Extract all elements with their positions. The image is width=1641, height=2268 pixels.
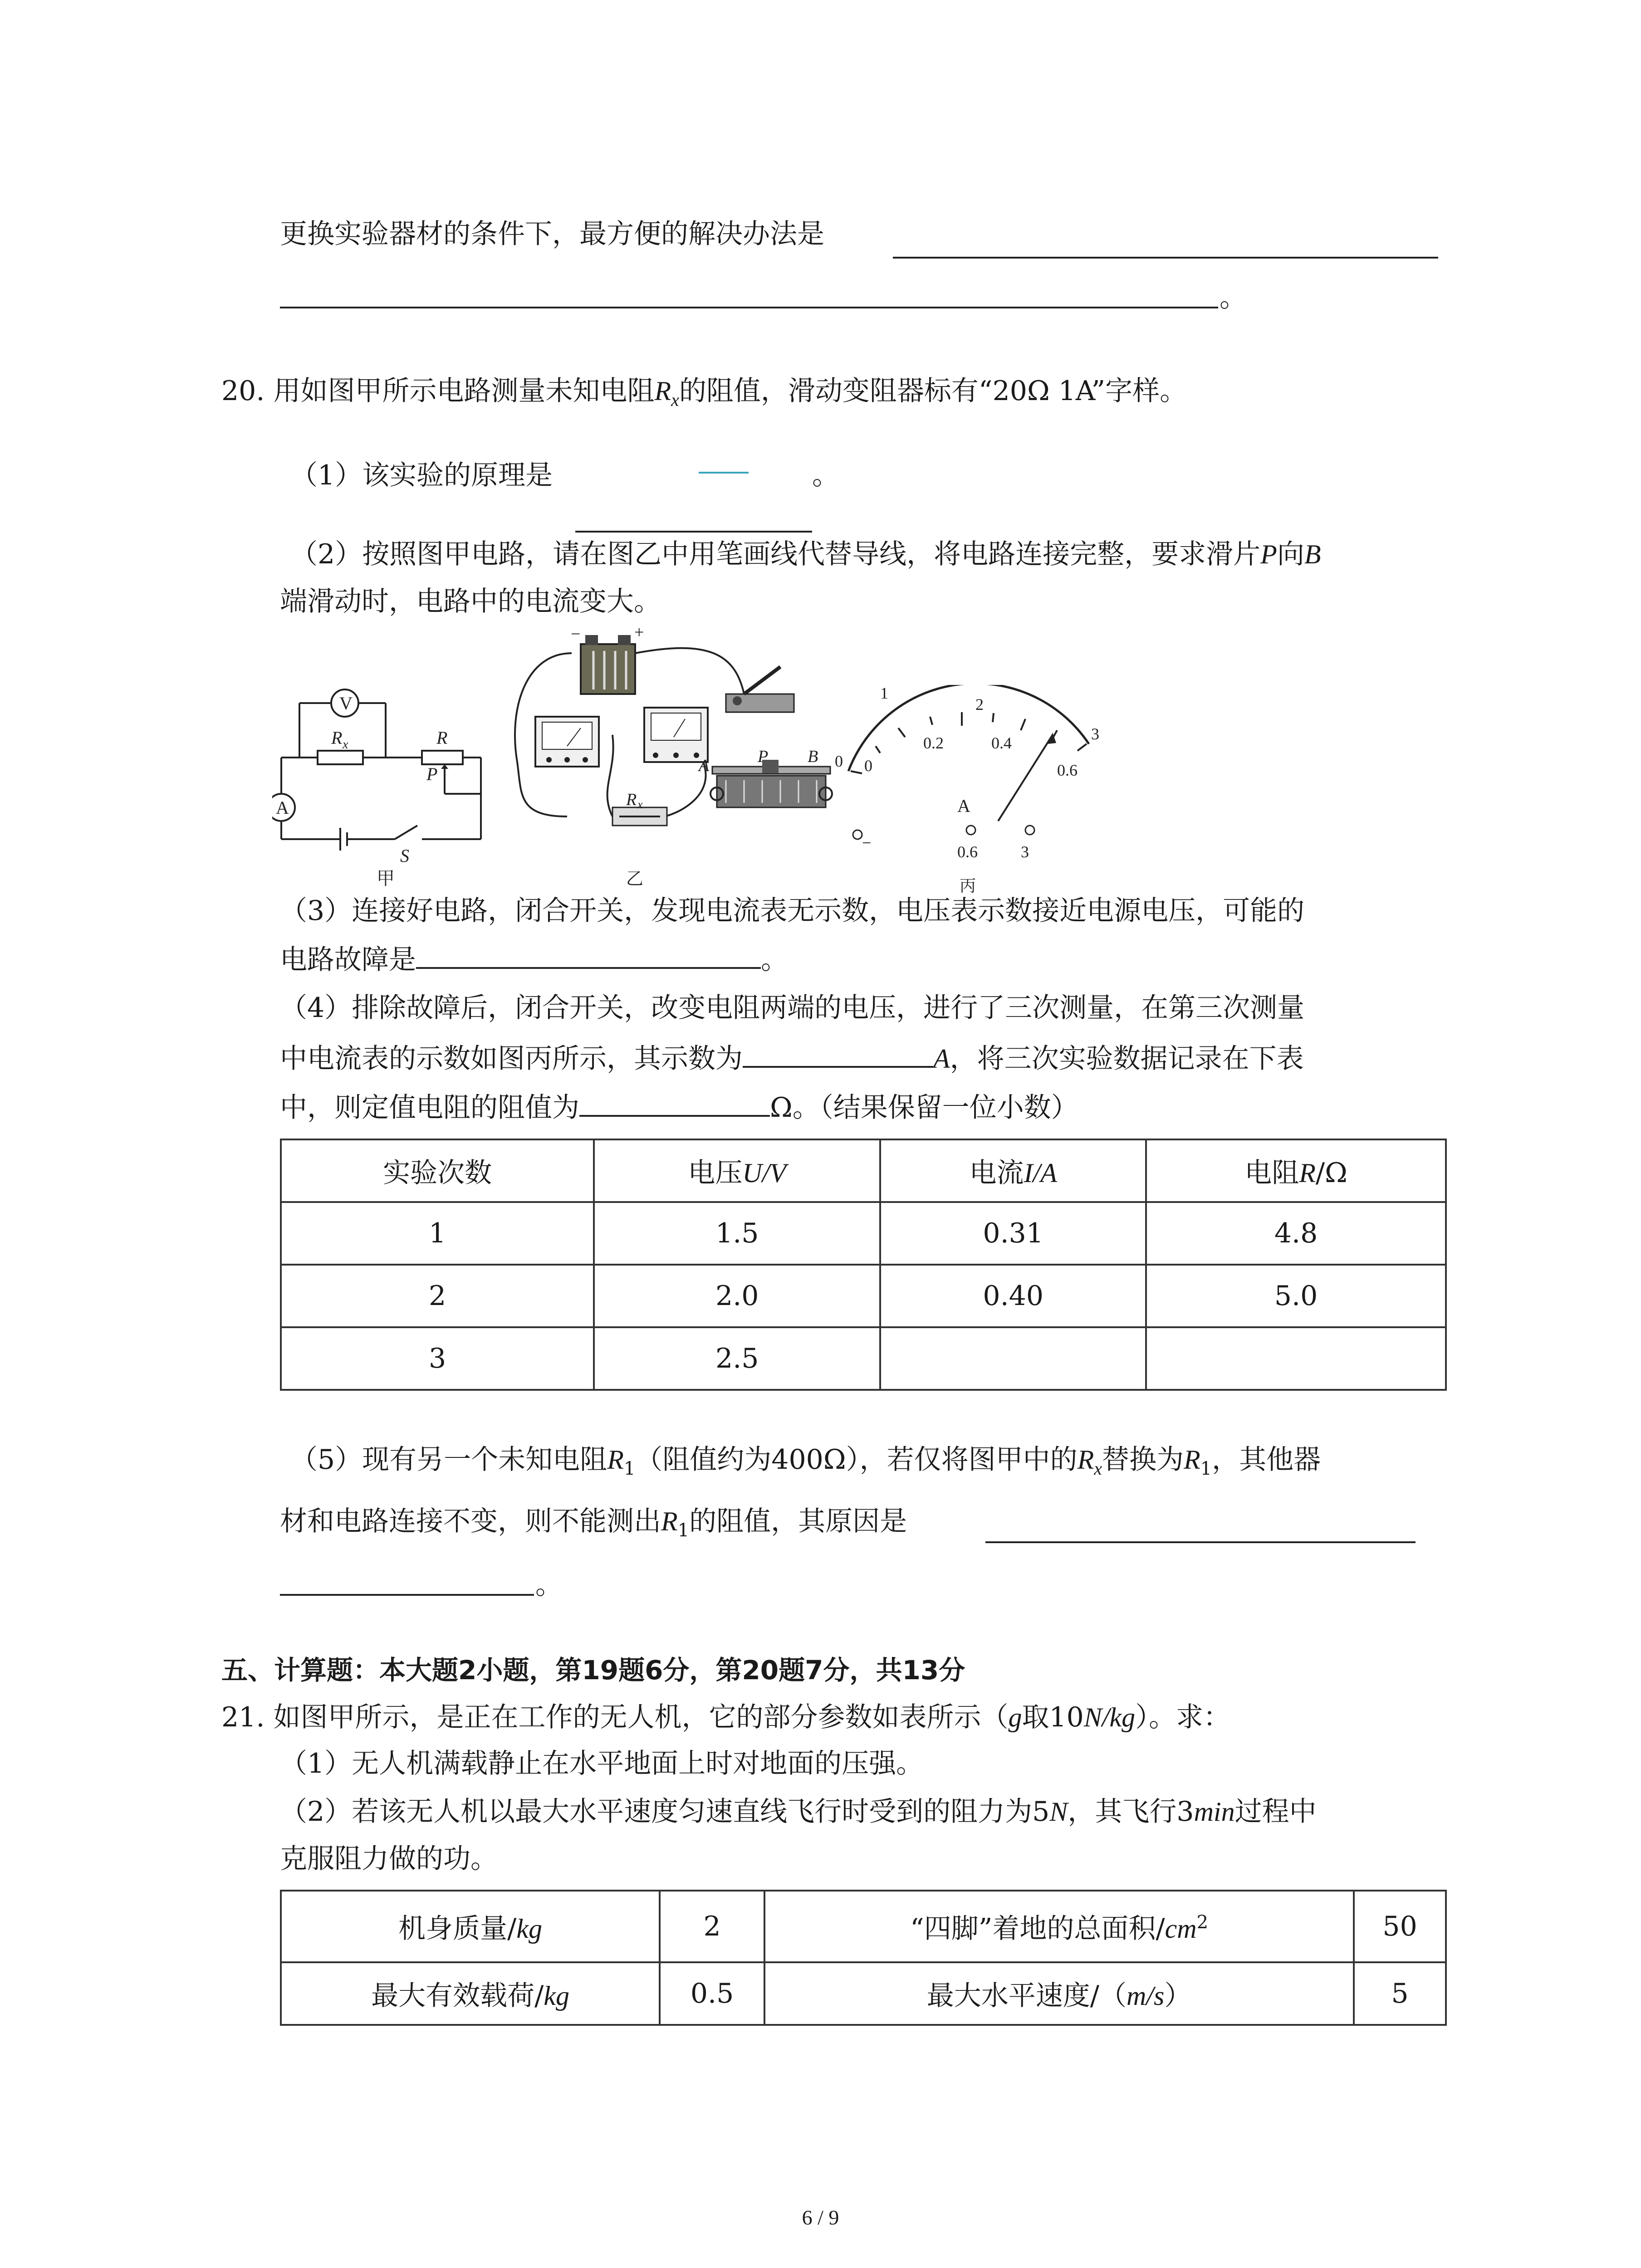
figure-caption-bing: 丙: [960, 877, 976, 894]
table-row: 3 2.5: [281, 1327, 1446, 1390]
q20-part2-line1: （2）按照图甲电路，请在图乙中用笔画线代替导线，将电路连接完整，要求滑片P向B: [290, 538, 1321, 570]
q20-part4-resistance-blank[interactable]: [579, 1088, 770, 1117]
r-label: R: [436, 728, 448, 748]
rx-label: R: [331, 728, 343, 748]
table-header-cell: 电流I/A: [880, 1139, 1146, 1202]
svg-text:A: A: [699, 756, 710, 775]
table-row: 1 1.5 0.31 4.8: [281, 1202, 1446, 1265]
table-header-row: [281, 1139, 1446, 1202]
svg-text:R: R: [626, 790, 637, 809]
svg-text:x: x: [343, 738, 348, 752]
ammeter-label: A: [276, 797, 289, 818]
q19-answer-blank-1[interactable]: [893, 257, 1438, 259]
svg-text:P: P: [758, 747, 769, 766]
svg-text:x: x: [637, 798, 643, 811]
s-label: S: [400, 846, 409, 866]
q20-part4-line1: （4）排除故障后，闭合开关，改变电阻两端的电压，进行了三次测量，在第三次测量: [280, 992, 1305, 1024]
q21-part1: （1）无人机满载静止在水平地面上时对地面的压强。: [280, 1748, 924, 1779]
q20-part5-blank-2[interactable]: [280, 1594, 534, 1596]
q20-stem: 20. 用如图甲所示电路测量未知电阻$R_x$的阻值，滑动变阻器标有“20Ω 1A”字样。: [221, 375, 1187, 410]
q19-answer-blank-2[interactable]: [280, 307, 1218, 308]
figure-caption-jia: 甲: [377, 868, 395, 889]
page-number: 6 / 9: [802, 2206, 839, 2229]
circuit-diagram-jia: [272, 676, 499, 889]
svg-text:0.4: 0.4: [991, 734, 1012, 752]
q20-part2-line2: 端滑动时，电路中的电流变大。: [280, 586, 661, 617]
svg-text:0.6: 0.6: [1057, 761, 1078, 779]
table-row: 机身质量/kg 2 “四脚”着地的总面积$/cm^2$ 50: [281, 1891, 1446, 1962]
table-header-cell: 实验次数: [281, 1139, 594, 1202]
table-cell-empty[interactable]: [1146, 1327, 1446, 1390]
voltmeter-label: V: [339, 693, 353, 714]
svg-text:0: 0: [864, 757, 872, 775]
svg-text:0: 0: [835, 752, 843, 770]
q21-part2-line2: 克服阻力做的功。: [280, 1843, 498, 1875]
q20-part5-line1: （5）现有另一个未知电阻$R_1$（阻值约为400Ω），若仅将图甲中的$R_x$替换为$R_1$，其他器: [290, 1444, 1321, 1479]
svg-text:−: −: [862, 834, 872, 852]
q19-tail-line1: 更换实验器材的条件下，最方便的解决办法是: [280, 218, 824, 250]
q20-part5-blank-1[interactable]: [985, 1541, 1416, 1543]
q20-part1-answer-mark: [699, 472, 749, 474]
svg-text:3: 3: [1021, 843, 1029, 861]
q20-part4-line3: 中，则定值电阻的阻值为 Ω。（结果保留一位小数）: [280, 1088, 1078, 1127]
ammeter-dial-bing: [826, 685, 1121, 894]
p-label: P: [426, 764, 438, 784]
q20-part4-line2: 中电流表的示数如图丙所示，其示数为 A，将三次实验数据记录在下表: [280, 1039, 1304, 1078]
q21-part2-line1: （2）若该无人机以最大水平速度匀速直线飞行时受到的阻力为5N，其飞行3min过程中: [280, 1796, 1317, 1828]
q20-part1: （1）该实验的原理是: [290, 459, 553, 491]
q20-part5-end: 。: [535, 1569, 563, 1601]
figure-caption-yi: 乙: [626, 870, 644, 889]
svg-text:0.2: 0.2: [923, 734, 944, 752]
q20-part3-line2: 电路故障是 。: [280, 940, 788, 979]
svg-text:+: +: [634, 626, 644, 642]
voltmeter-icon: [644, 708, 708, 762]
battery-icon: [581, 635, 635, 694]
table-cell-empty[interactable]: [880, 1327, 1146, 1390]
table-row: 2 2.0 0.40 5.0: [281, 1265, 1446, 1327]
table-row: 最大有效载荷/kg 0.5 最大水平速度/（m/s） 5: [281, 1962, 1446, 2025]
drone-parameter-table: [280, 1890, 1447, 2026]
q20-part4-current-blank[interactable]: [743, 1039, 933, 1068]
q19-tail-end: 。: [1220, 282, 1247, 313]
q20-part3-line1: （3）连接好电路，闭合开关，发现电流表无示数，电压表示数接近电源电压，可能的: [280, 895, 1305, 927]
q20-part1-end: 。: [812, 459, 839, 491]
apparatus-diagram-yi: [490, 626, 844, 889]
q20-part1-blank[interactable]: [575, 531, 812, 533]
table-header-cell: 电阻R/Ω: [1146, 1139, 1446, 1202]
svg-text:3: 3: [1091, 725, 1099, 743]
q20-part5-line2: 材和电路连接不变，则不能测出$R_1$的阻值，其原因是: [280, 1505, 907, 1541]
svg-text:A: A: [957, 796, 970, 816]
svg-text:1: 1: [880, 685, 888, 702]
svg-text:0.6: 0.6: [957, 843, 978, 861]
rheostat-icon: [710, 760, 832, 807]
measurement-table: [280, 1139, 1447, 1391]
svg-text:2: 2: [975, 695, 984, 714]
svg-text:B: B: [808, 747, 818, 766]
q21-stem: 21. 如图甲所示，是正在工作的无人机，它的部分参数如表所示（g取10N/kg）。求：: [221, 1701, 1231, 1733]
q20-part3-blank[interactable]: [416, 940, 761, 969]
ammeter-icon: [535, 717, 599, 767]
section-title: 五、计算题：本大题2小题，第19题6分，第20题7分，共13分: [221, 1655, 965, 1686]
svg-text:−: −: [571, 626, 581, 644]
table-header-cell: 电压U/V: [594, 1139, 880, 1202]
